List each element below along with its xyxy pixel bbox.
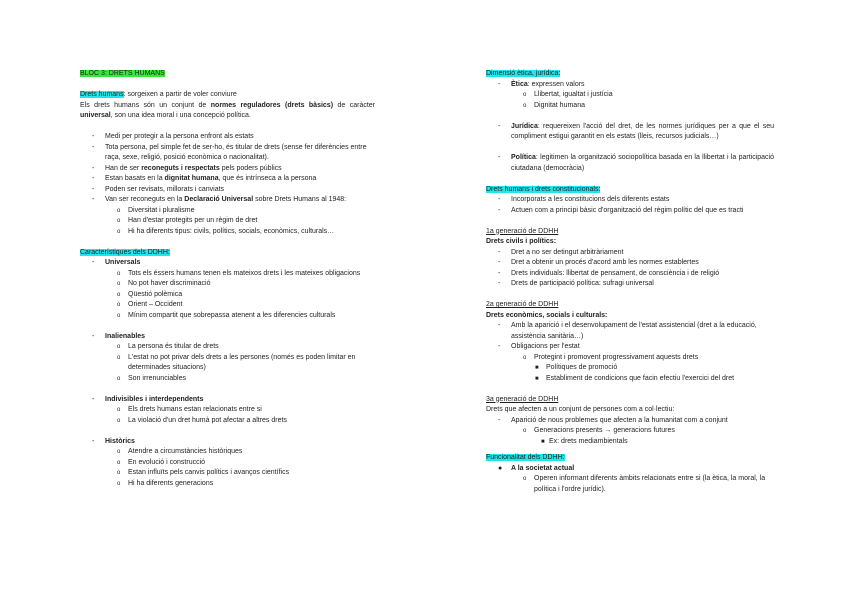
item-text: : legitimen la organització sociopolítica basada en la llibertat i la participació ciutadana (democràcia) [511, 154, 774, 172]
item-bold: Política [511, 154, 536, 161]
right-column [486, 69, 774, 495]
item-text: Aparició de nous problemes que afecten a la humanitat com a conjunt [511, 416, 728, 424]
sub-item: o Hi ha diferents generacions [117, 479, 214, 487]
group-label: Universals [105, 259, 141, 266]
spacer [486, 111, 774, 122]
item-bold: Declaració Universal [184, 196, 254, 203]
item-text: Dret a obtenir un procés d'acord amb les normes establertes [511, 259, 699, 266]
item-text: Estan basats en la [105, 175, 165, 182]
def-d: universal [80, 112, 111, 119]
item-text: Hi ha diferents generacions [128, 479, 214, 487]
list-item: - Jurídica: requereixen l'acció del dret, de les normes jurídiques per a que el seu compliment estigui garantit en els estats (lleis, recursos judicials…) [498, 122, 774, 140]
sub-item: o Estan influïts pels canvis polítics i avanços científics [117, 469, 290, 476]
item-text: Obligacions per l'estat [511, 343, 580, 350]
item-text: Qüestió polèmica [128, 290, 183, 298]
list-item: - Política: legitimen la organització sociopolítica basada en la llibertat i la participació ciutadana (democràcia) [498, 154, 774, 172]
gen1-subtitle: Drets civils i polítics: [486, 238, 557, 245]
intro-line [80, 90, 375, 101]
item-text: Drets de participació política: sufragi universal [511, 280, 654, 287]
item-text: Hi ha diferents tipus: civils, polítics, socials, econòmics, culturals… [128, 227, 335, 235]
sub-item: o Els drets humans estan relacionats entre si [117, 406, 262, 413]
def-a: Els drets humans són un conjunt de [80, 101, 211, 109]
group-historics: - Històrics [92, 437, 135, 445]
gen3-list [486, 416, 774, 448]
item-text: Generacions presents → generacions futures [534, 427, 675, 434]
item-text: Establiment de condicions que facin efectiu l'exercici del dret [546, 374, 735, 382]
item-text: Operen informant diferents àmbits relacionats entre si (la ètica, la moral, la política i l'ordre jurídic). [534, 475, 766, 493]
list-item: - Van ser reconeguts en la Declaració Universal sobre Drets Humans al 1948: [92, 196, 347, 203]
gen1-list [486, 248, 774, 290]
features-list [80, 132, 375, 237]
intro-rest: : sorgeixen a partir de voler conviure [123, 91, 237, 98]
item-text: Incorporats a les constitucions dels diferents estats [511, 196, 670, 203]
item-text: Orient – Occident [128, 301, 183, 308]
list-item: - Poden ser revisats, millorats i canviats [92, 185, 225, 193]
list-item: - Aparició de nous problemes que afecten a la humanitat com a conjunt [498, 416, 728, 424]
item-text: Els drets humans estan relacionats entre si [128, 406, 262, 413]
item-text: Estan influïts pels canvis polítics i avanços científics [128, 469, 290, 476]
list-item: - Han de ser reconeguts i respectats pels poders públics [92, 164, 282, 172]
item-text: En evolució i construcció [128, 458, 206, 466]
item-text: No pot haver discriminació [128, 280, 211, 287]
spacer [80, 384, 375, 395]
list-item: - Medi per protegir a la persona enfront als estats [92, 133, 254, 140]
gen2-list [486, 321, 774, 384]
sub-item: o Llibertat, igualtat i justícia [523, 91, 613, 98]
list-item: - Drets individuals: llibertat de pensament, de consciència i de religió [498, 269, 720, 277]
sub-item: o Protegint i promovent progressivament aquests drets [523, 353, 699, 361]
sub-item: o La persona és titular de drets [117, 343, 219, 350]
item-text: Medi per protegir a la persona enfront als estats [105, 133, 254, 140]
sub-item: o Hi ha diferents tipus: civils, polítics, socials, econòmics, culturals… [117, 227, 335, 235]
sub-item: o Orient – Occident [117, 301, 183, 308]
def-b: normes reguladores (drets bàsics) [210, 101, 334, 109]
subsub-item: ■ Ex: drets mediambientals [541, 437, 628, 445]
item-text: Mínim compartit que sobrepassa atenent a les diferencies culturals [128, 311, 336, 319]
item-text: Han d'estar protegits per un règim de dret [128, 217, 258, 224]
sub-item: o Dignitat humana [523, 101, 585, 109]
item-text: Diversitat i pluralisme [128, 206, 195, 214]
constitutional-list [486, 195, 774, 216]
group-label: Indivisibles i interdependents [105, 395, 204, 403]
sub-item: o Atendre a circumstàncies històriques [117, 448, 243, 455]
subsub-item: ■ Polítiques de promoció [535, 364, 618, 371]
item-text: Llibertat, igualtat i justícia [534, 91, 613, 98]
list-item: - Tota persona, pel simple fet de ser-ho, és titular de drets (sense fer diferències entre raça, sexe, religió, posició econòmica o nacionalitat). [92, 143, 367, 161]
list-item: - Dret a no ser detingut arbitràriament [498, 248, 624, 256]
item-text: : requereixen l'acció del dret, de les normes jurídiques per a que el seu compliment estigui garantit en els estats (lleis, recursos judicials…) [511, 122, 774, 140]
item-text: Polítiques de promoció [546, 364, 618, 371]
functionality-title: Funcionalitat dels DDHH: [486, 454, 565, 461]
item-text: Ex: drets mediambientals [549, 437, 628, 445]
item-text: Dret a no ser detingut arbitràriament [511, 248, 624, 256]
list-item: - Dret a obtenir un procés d'acord amb les normes establertes [498, 259, 699, 266]
characteristics-title: Característiques dels DDHH: [80, 248, 170, 256]
item-text: Tota persona, pel simple fet de ser-ho, és titular de drets (sense fer diferències entre raça, sexe, religió, posició econòmica o nacionalitat). [105, 143, 367, 161]
group-universals: - Universals [92, 259, 141, 266]
gen2-subtitle: Drets econòmics, socials i culturals: [486, 311, 608, 319]
item-text: Van ser reconeguts en la [105, 196, 185, 203]
item-text: Poden ser revisats, millorats i canviats [105, 185, 225, 193]
intro-label: Drets humans [80, 91, 124, 98]
sub-item: o Han d'estar protegits per un règim de dret [117, 217, 258, 224]
spacer [80, 426, 375, 437]
item-text: , que és intrínseca a la persona [218, 175, 317, 182]
item-bold: dignitat humana [164, 175, 219, 182]
list-item: - Obligacions per l'estat [498, 343, 580, 350]
item-text: Han de ser [105, 164, 142, 172]
item-text: pels poders públics [219, 164, 282, 172]
item-text: La persona és titular de drets [128, 343, 219, 350]
group-indivisibles: - Indivisibles i interdependents [92, 395, 204, 403]
list-item: - Amb la aparició i el desenvolupament de l'estat assistencial (dret a la educació, assistència sanitària…) [498, 322, 757, 340]
list-item: - Drets de participació política: sufragi universal [498, 280, 654, 287]
def-c: de caràcter [333, 101, 376, 109]
item-text: Atendre a circumstàncies històriques [128, 448, 243, 455]
gen3-line: Drets que afecten a un conjunt de persones com a col·lectiu: [486, 406, 675, 413]
item-text: L'estat no pot privar dels drets a les persones (només es poden limitar en determinades situacions) [128, 353, 356, 371]
item-text: Amb la aparició i el desenvolupament de l'estat assistencial (dret a la educació, assistència sanitària…) [511, 322, 757, 340]
sub-item: o Tots els éssers humans tenen els mateixos drets i les mateixes obligacions [117, 269, 361, 277]
item-bold: Ètica [511, 80, 528, 88]
gen3-title: 3a generació de DDHH [486, 395, 559, 403]
item-bold: Jurídica [511, 122, 538, 130]
subsub-item: ■ Establiment de condicions que facin efectiu l'exercici del dret [535, 374, 735, 382]
item-text: Dignitat humana [534, 101, 585, 109]
sub-item: o Operen informant diferents àmbits relacionats entre si (la ètica, la moral, la política i l'ordre jurídic). [523, 475, 766, 493]
item-bold: reconeguts i respectats [141, 164, 220, 172]
sub-item: o Diversitat i pluralisme [117, 206, 195, 214]
list-item: - Actuen com a principi bàsic d'organització del règim polític del que es tracti [498, 206, 744, 214]
section-title: BLOC 3: DRETS HUMANS [80, 70, 165, 77]
sub-item: o Mínim compartit que sobrepassa atenent a les diferencies culturals [117, 311, 336, 319]
left-column [80, 69, 375, 489]
item-bold: A la societat actual [511, 464, 575, 472]
spacer [486, 143, 774, 154]
constitutional-title: Drets humans i drets constitucionals: [486, 185, 601, 193]
definition-paragraph [80, 101, 375, 122]
item-text: Actuen com a principi bàsic d'organització del règim polític del que es tracti [511, 206, 744, 214]
sub-item: o Qüestió polèmica [117, 290, 183, 298]
gen1-title: 1a generació de DDHH [486, 227, 559, 235]
dimension-list [486, 80, 774, 175]
item-text: : expressen valors [527, 80, 585, 88]
sub-item: o La violació d'un dret humà pot afectar a altres drets [117, 416, 287, 424]
sub-item: o En evolució i construcció [117, 458, 206, 466]
def-e: , son una idea moral i una concepció política. [110, 112, 251, 119]
spacer [80, 321, 375, 332]
group-inalienables: - Inalienables [92, 332, 146, 340]
list-item: - Estan basats en la dignitat humana, que és intrínseca a la persona [92, 175, 317, 182]
item-text: Son irrenunciables [128, 374, 186, 382]
group-label: Històrics [105, 437, 135, 445]
list-item: ● A la societat actual [498, 464, 575, 472]
item-text: Drets individuals: llibertat de pensament, de consciència i de religió [511, 269, 720, 277]
sub-item: o L'estat no pot privar dels drets a les persones (només es poden limitar en determinades situacions) [117, 353, 356, 371]
list-item: - Incorporats a les constitucions dels diferents estats [498, 196, 670, 203]
sub-item: o No pot haver discriminació [117, 280, 211, 287]
item-text: La violació d'un dret humà pot afectar a altres drets [128, 416, 287, 424]
list-item: - Ètica: expressen valors [498, 80, 585, 88]
characteristics-list [80, 258, 375, 489]
functionality-list [486, 464, 774, 496]
gen2-title: 2a generació de DDHH [486, 301, 559, 308]
item-text: Tots els éssers humans tenen els mateixos drets i les mateixes obligacions [128, 269, 361, 277]
item-text: Protegint i promovent progressivament aquests drets [534, 353, 699, 361]
dimension-title: Dimensió ètica, jurídica: [486, 70, 561, 77]
group-label: Inalienables [105, 332, 146, 340]
sub-item: o Generacions presents → generacions futures [523, 427, 675, 434]
sub-item: o Son irrenunciables [117, 374, 186, 382]
item-text: sobre Drets Humans al 1948: [253, 196, 347, 203]
